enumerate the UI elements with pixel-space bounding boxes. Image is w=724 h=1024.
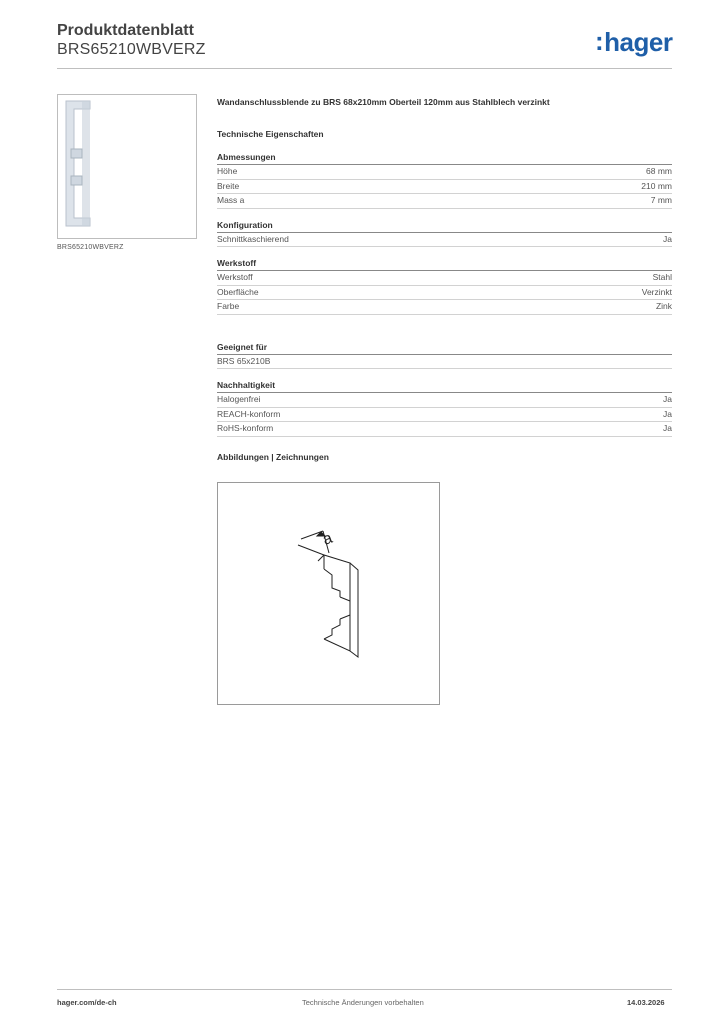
product-content (217, 96, 672, 463)
product-code: BRS65210WBVERZ (57, 41, 206, 58)
table-row: Werkstoff Stahl (217, 271, 672, 286)
footer-notice: Technische Änderungen vorbehalten (302, 998, 424, 1007)
table-row: BRS 65x210B (217, 355, 672, 370)
dimension-label: a (320, 529, 335, 549)
table-row: Oberfläche Verzinkt (217, 286, 672, 301)
product-photo (58, 95, 196, 238)
group-suitable-for (217, 341, 672, 370)
table-row: RoHS-konform Ja (217, 422, 672, 437)
table-row: Breite 210 mm (217, 180, 672, 195)
document-title: Produktdatenblatt (57, 22, 194, 39)
table-row: Schnittkaschierend Ja (217, 233, 672, 248)
technical-drawing-svg (218, 483, 439, 704)
drawings-heading: Abbildungen | Zeichnungen (217, 451, 329, 462)
group-title: Werkstoff (217, 257, 672, 271)
header-divider (57, 68, 672, 69)
technical-drawing (217, 482, 440, 705)
table-row: Mass a 7 mm (217, 194, 672, 209)
hager-logo: :hager (595, 26, 673, 57)
group-sustainability (217, 379, 672, 437)
product-description: Wandanschlussblende zu BRS 68x210mm Oberteil 120mm aus Stahlblech verzinkt (217, 97, 550, 107)
group-dimensions (217, 151, 672, 209)
table-row: Höhe 68 mm (217, 165, 672, 180)
table-row: Halogenfrei Ja (217, 393, 672, 408)
product-image (57, 94, 197, 239)
product-image-caption: BRS65210WBVERZ (57, 244, 124, 251)
group-title: Konfiguration (217, 219, 672, 233)
group-material (217, 257, 672, 315)
table-row: Farbe Zink (217, 300, 672, 315)
spacer (217, 325, 672, 341)
group-title: Abmessungen (217, 151, 672, 165)
group-title: Geeignet für (217, 341, 672, 355)
group-title: Nachhaltigkeit (217, 379, 672, 393)
footer-divider (57, 989, 672, 990)
group-configuration (217, 219, 672, 248)
table-row: REACH-konform Ja (217, 408, 672, 423)
footer-date: 14.03.2026 (627, 998, 665, 1007)
technical-properties-heading: Technische Eigenschaften (217, 129, 324, 139)
footer-website-link[interactable]: hager.com/de-ch (57, 998, 117, 1007)
